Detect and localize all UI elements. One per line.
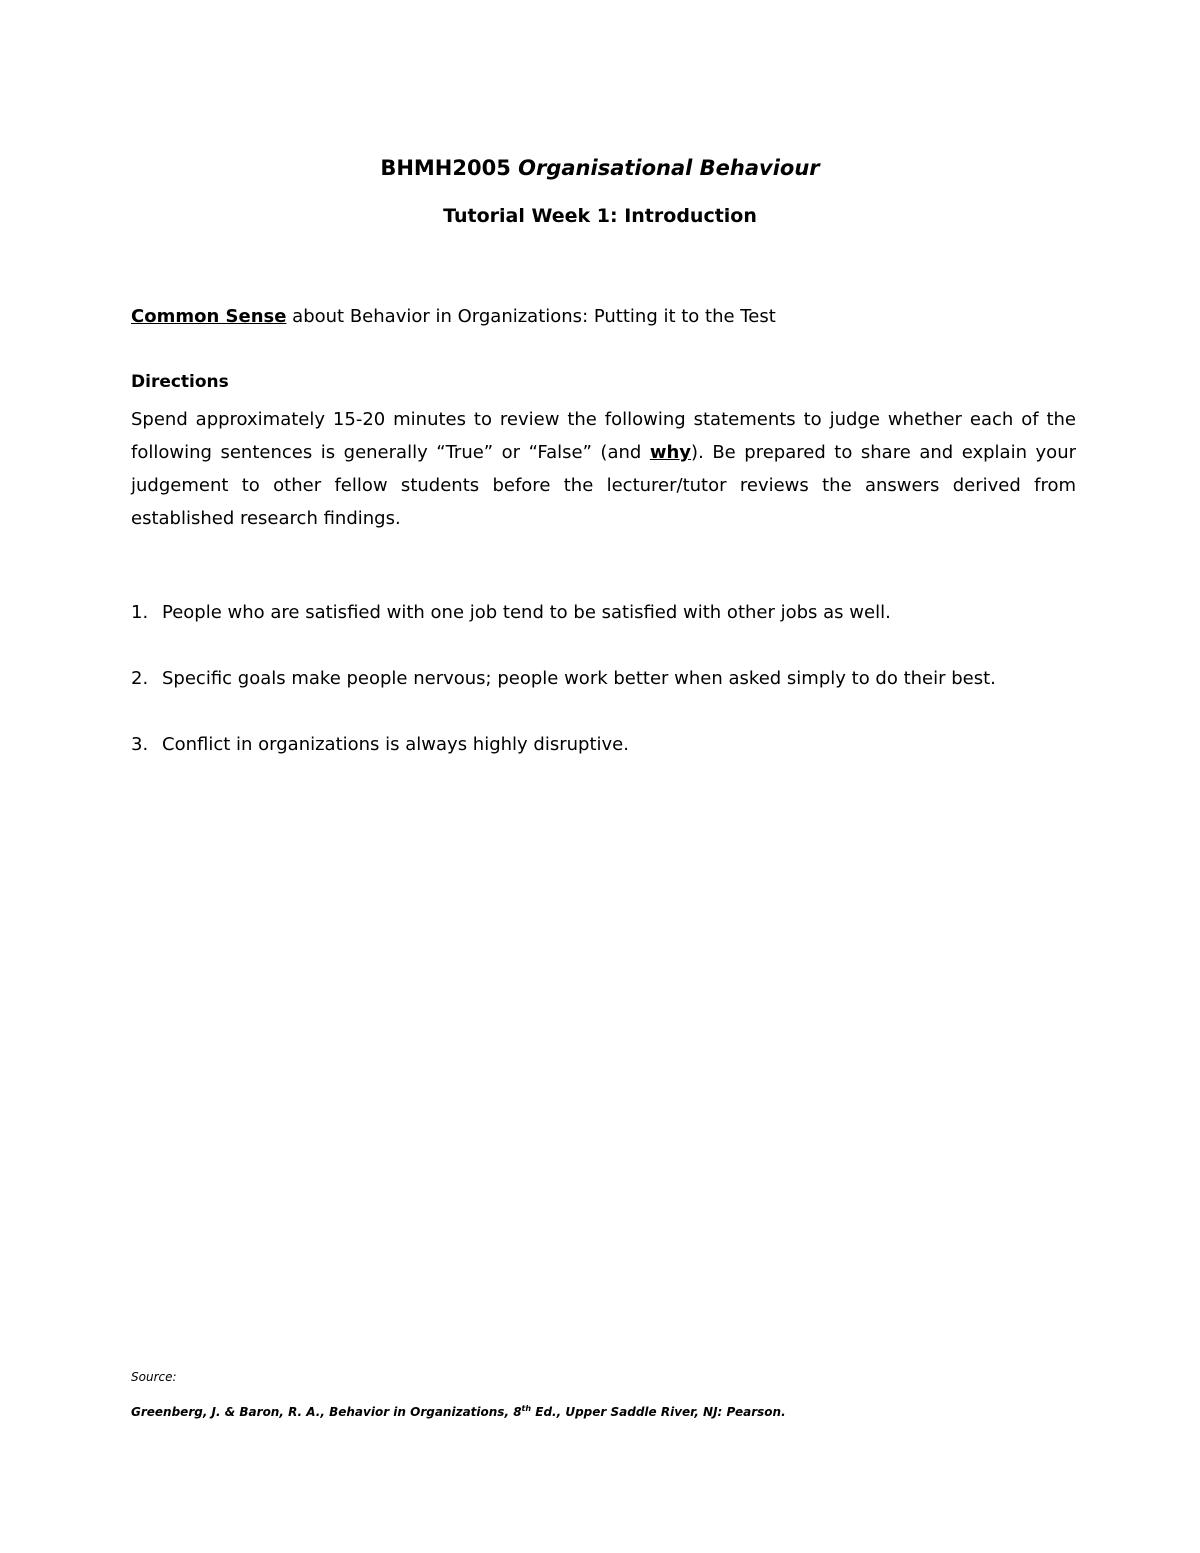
statement-text: Conflict in organizations is always highly disruptive. [162, 734, 629, 755]
directions-paragraph [131, 403, 1076, 535]
statement-item [131, 668, 1076, 734]
source-reference-part1: Greenberg, J. & Baron, R. A., Behavior in Organizations, 8 [131, 1405, 522, 1419]
source-reference-part2: Ed., Upper Saddle River, NJ: Pearson. [531, 1405, 786, 1419]
section-heading-text: about Behavior in Organizations: Putting it to the Test [286, 306, 776, 327]
source-reference-sup: th [521, 1404, 532, 1413]
statement-number: 3. [131, 734, 149, 755]
course-name: Organisational Behaviour [518, 156, 820, 180]
statement-list [131, 602, 1076, 800]
directions-text-part1: Spend approximately 15-20 minutes to review the following statements to judge whether each of the following sentences is generally “True” or “False” (and [131, 409, 1076, 463]
document-title [0, 156, 1200, 180]
statement-item [131, 734, 1076, 800]
directions-emphasis: why [649, 442, 692, 463]
statement-number: 1. [131, 602, 149, 623]
statement-item [131, 602, 1076, 668]
directions-label: Directions [131, 372, 229, 392]
statement-text: Specific goals make people nervous; people work better when asked simply to do their best. [162, 668, 996, 689]
source-label: Source: [131, 1370, 177, 1384]
section-heading [131, 306, 1076, 327]
statement-number: 2. [131, 668, 149, 689]
statement-text: People who are satisfied with one job tend to be satisfied with other jobs as well. [162, 602, 891, 623]
document-subtitle: Tutorial Week 1: Introduction [443, 205, 757, 227]
directions-text-part2: ). Be prepared to share and explain your judgement to other fellow students before the lecturer/tutor reviews the answers derived from established research findings. [131, 442, 1076, 529]
course-code: BHMH2005 [380, 156, 511, 180]
section-heading-emphasis: Common Sense [131, 306, 287, 327]
source-reference [131, 1404, 786, 1419]
